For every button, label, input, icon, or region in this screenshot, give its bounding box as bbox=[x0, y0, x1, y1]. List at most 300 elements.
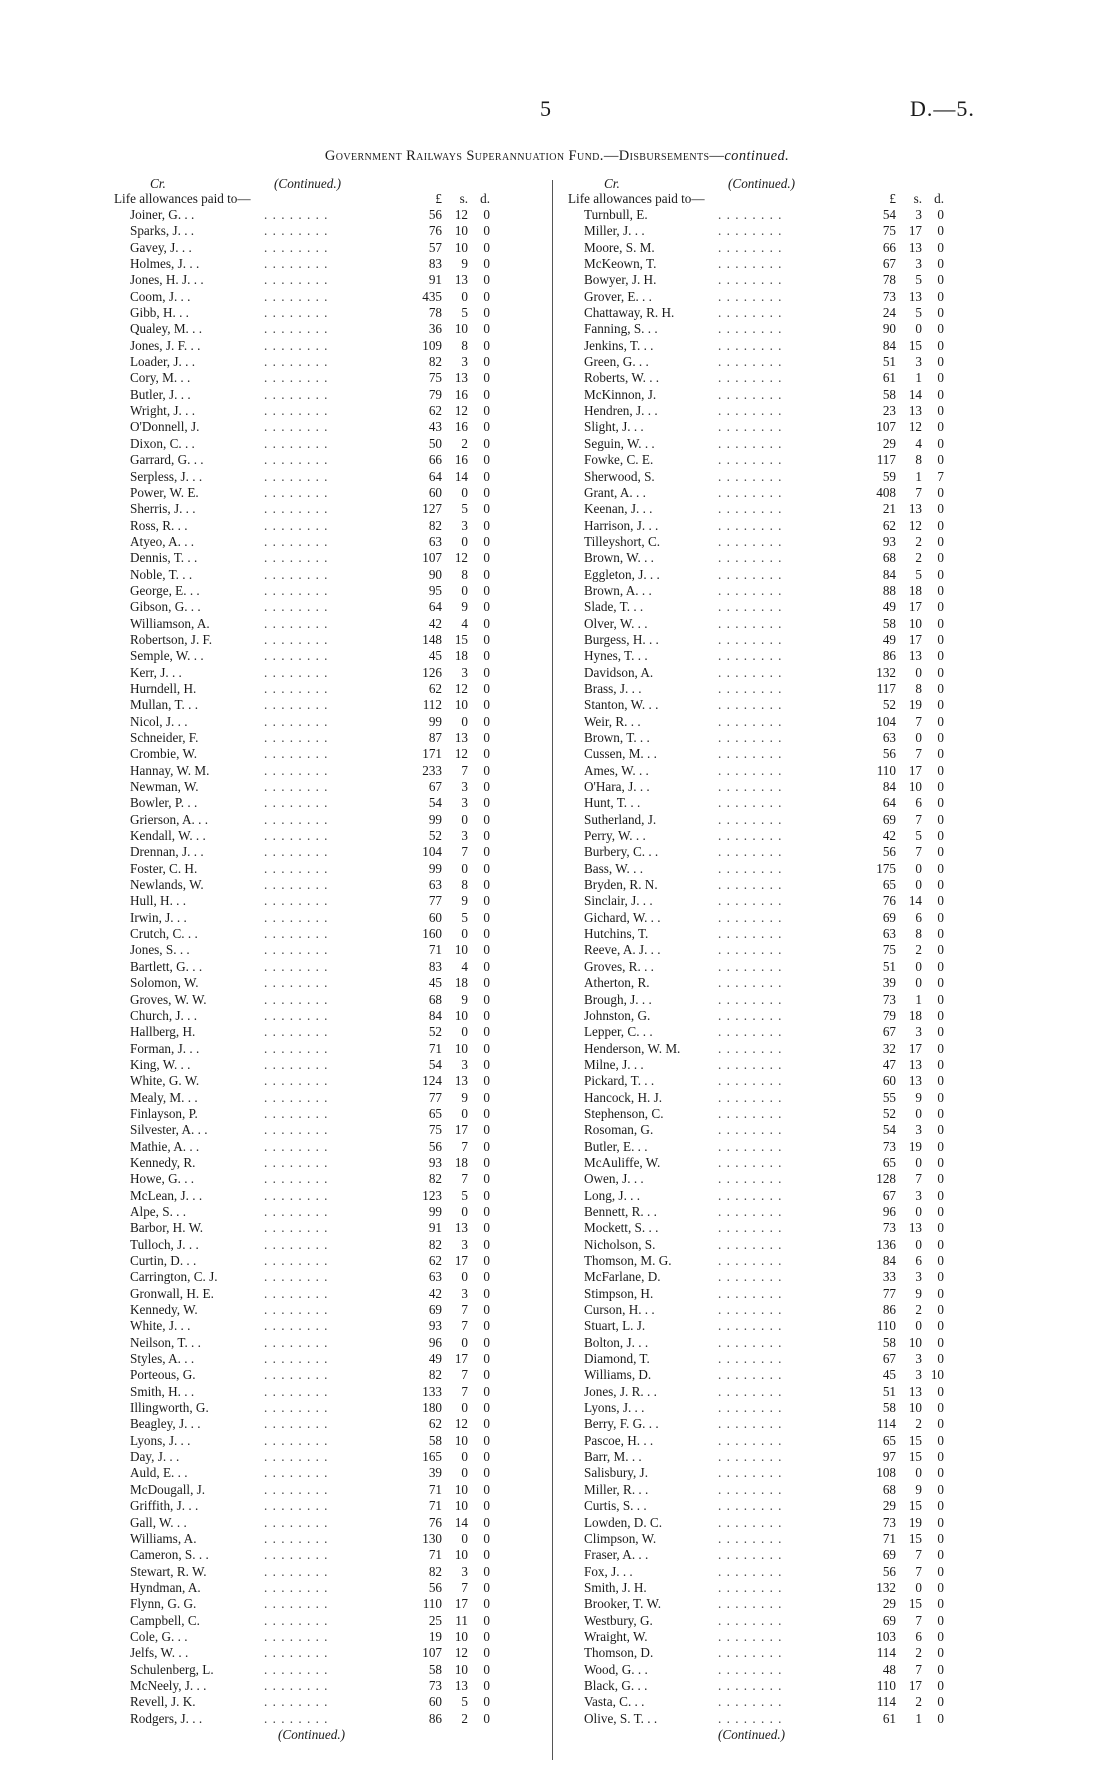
amount-pounds: 29 bbox=[882, 435, 896, 451]
table-row bbox=[114, 452, 554, 468]
table-row bbox=[114, 1547, 554, 1563]
leader-dots: . . . . . . . . bbox=[718, 1203, 783, 1219]
heading-main: Government Railways Superannuation Fund.—Disbursements— bbox=[324, 148, 725, 164]
table-row bbox=[114, 1302, 554, 1318]
amount-shillings: 2 bbox=[915, 1302, 922, 1318]
leader-dots: . . . . . . . . bbox=[718, 746, 783, 762]
amount-shillings: 7 bbox=[915, 1171, 922, 1187]
leader-dots: . . . . . . . . bbox=[264, 1318, 329, 1334]
payee-name: Semple, W. . . bbox=[130, 648, 204, 664]
leader-dots: . . . . . . . . bbox=[718, 664, 783, 680]
amount-pence: 0 bbox=[483, 1498, 490, 1514]
amount-pence: 0 bbox=[937, 1269, 944, 1285]
payee-name: Revell, J. K. bbox=[130, 1694, 196, 1710]
leader-dots: . . . . . . . . bbox=[718, 1302, 783, 1318]
leader-dots: . . . . . . . . bbox=[264, 762, 329, 778]
amount-pence: 0 bbox=[937, 958, 944, 974]
amount-pence: 0 bbox=[483, 1432, 490, 1448]
table-row bbox=[114, 828, 554, 844]
amount-pounds: 123 bbox=[422, 1187, 442, 1203]
table-row bbox=[568, 550, 1008, 566]
payee-name: Grierson, A. . . bbox=[130, 811, 209, 827]
payee-name: Auld, E. . . bbox=[130, 1465, 188, 1481]
amount-shillings: 10 bbox=[454, 223, 468, 239]
page-heading bbox=[0, 148, 1114, 165]
leader-dots: . . . . . . . . bbox=[718, 1187, 783, 1203]
payee-name: Wood, G. . . bbox=[584, 1661, 648, 1677]
leader-dots: . . . . . . . . bbox=[718, 795, 783, 811]
pence-header-right: d. bbox=[934, 191, 944, 206]
payee-name: Stewart, R. W. bbox=[130, 1563, 207, 1579]
leader-dots: . . . . . . . . bbox=[718, 779, 783, 795]
amount-pence: 0 bbox=[483, 305, 490, 321]
payee-name: Vasta, C. . . bbox=[584, 1694, 645, 1710]
continued-label-left: (Continued.) bbox=[274, 176, 342, 191]
table-row bbox=[114, 1057, 554, 1073]
table-row bbox=[114, 1645, 554, 1661]
amount-pence: 0 bbox=[483, 403, 490, 419]
amount-pence: 0 bbox=[937, 942, 944, 958]
amount-pounds: 99 bbox=[428, 811, 442, 827]
table-row bbox=[568, 1122, 1008, 1138]
payee-name: Pickard, T. . . bbox=[584, 1073, 655, 1089]
footer-right bbox=[568, 1727, 1008, 1743]
table-row bbox=[114, 1090, 554, 1106]
amount-shillings: 2 bbox=[915, 533, 922, 549]
amount-pounds: 25 bbox=[428, 1612, 442, 1628]
amount-shillings: 7 bbox=[915, 1661, 922, 1677]
leader-dots: . . . . . . . . bbox=[264, 697, 329, 713]
leader-dots: . . . . . . . . bbox=[718, 1318, 783, 1334]
amount-pence: 0 bbox=[937, 1710, 944, 1726]
amount-shillings: 13 bbox=[908, 648, 922, 664]
amount-shillings: 13 bbox=[454, 1220, 468, 1236]
amount-shillings: 17 bbox=[908, 1040, 922, 1056]
amount-shillings: 3 bbox=[461, 664, 468, 680]
table-row bbox=[114, 223, 554, 239]
amount-shillings: 18 bbox=[454, 975, 468, 991]
table-row bbox=[568, 452, 1008, 468]
leader-dots: . . . . . . . . bbox=[264, 1694, 329, 1710]
amount-shillings: 13 bbox=[454, 730, 468, 745]
amount-pence: 0 bbox=[483, 1694, 490, 1710]
table-row bbox=[114, 1237, 554, 1253]
leader-dots: . . . . . . . . bbox=[718, 1220, 783, 1236]
amount-shillings: 0 bbox=[915, 877, 922, 893]
leader-dots: . . . . . . . . bbox=[718, 1563, 783, 1579]
table-row bbox=[114, 1171, 554, 1187]
table-row bbox=[114, 1596, 554, 1612]
amount-pounds: 108 bbox=[876, 1465, 896, 1481]
amount-pounds: 435 bbox=[422, 288, 442, 304]
leader-dots: . . . . . . . . bbox=[264, 746, 329, 762]
amount-shillings: 0 bbox=[915, 860, 922, 876]
table-row bbox=[568, 812, 1008, 828]
amount-shillings: 2 bbox=[915, 1694, 922, 1710]
amount-pounds: 180 bbox=[422, 1400, 442, 1416]
payee-name: Williams, A. bbox=[130, 1530, 197, 1546]
pounds-header-left: £ bbox=[435, 191, 442, 206]
amount-pounds: 56 bbox=[882, 1563, 896, 1579]
amount-pence: 0 bbox=[937, 582, 944, 598]
shillings-header-right: s. bbox=[913, 191, 922, 206]
payee-name: Foster, C. H. bbox=[130, 860, 198, 876]
amount-pence: 0 bbox=[483, 631, 490, 647]
payee-name: Jones, S. . . bbox=[130, 942, 190, 958]
table-row bbox=[114, 240, 554, 256]
amount-pounds: 61 bbox=[882, 1710, 896, 1726]
table-row bbox=[568, 861, 1008, 877]
amount-shillings: 9 bbox=[461, 599, 468, 615]
amount-pence: 0 bbox=[937, 1236, 944, 1252]
leader-dots: . . . . . . . . bbox=[264, 582, 329, 598]
amount-pence: 0 bbox=[483, 877, 490, 893]
amount-shillings: 7 bbox=[915, 1563, 922, 1579]
payee-name: Dixon, C. . . bbox=[130, 435, 195, 451]
amount-shillings: 2 bbox=[461, 1710, 468, 1726]
amount-pence: 0 bbox=[483, 1007, 490, 1023]
shillings-header-left: s. bbox=[459, 191, 468, 206]
amount-shillings: 12 bbox=[908, 419, 922, 435]
table-row bbox=[114, 403, 554, 419]
amount-pounds: 69 bbox=[882, 811, 896, 827]
amount-pence: 0 bbox=[937, 1416, 944, 1432]
amount-pounds: 112 bbox=[422, 697, 442, 713]
amount-pence: 0 bbox=[483, 1628, 490, 1644]
payee-name: Drennan, J. . . bbox=[130, 844, 204, 860]
amount-shillings: 4 bbox=[915, 435, 922, 451]
leader-dots: . . . . . . . . bbox=[264, 305, 329, 321]
leader-dots: . . . . . . . . bbox=[264, 1367, 329, 1383]
amount-shillings: 3 bbox=[461, 1563, 468, 1579]
amount-pounds: 60 bbox=[428, 484, 442, 500]
leader-dots: . . . . . . . . bbox=[718, 893, 783, 909]
table-row bbox=[568, 223, 1008, 239]
amount-shillings: 17 bbox=[908, 762, 922, 778]
payee-name: Brass, J. . . bbox=[584, 680, 642, 696]
leader-dots: . . . . . . . . bbox=[718, 1154, 783, 1170]
amount-shillings: 5 bbox=[461, 1187, 468, 1203]
leader-dots: . . . . . . . . bbox=[718, 517, 783, 533]
amount-pounds: 110 bbox=[422, 1596, 442, 1612]
table-row bbox=[568, 616, 1008, 632]
payee-name: Brown, A. . . bbox=[584, 582, 652, 598]
payee-name: Long, J. . . bbox=[584, 1187, 641, 1203]
amount-pounds: 114 bbox=[876, 1694, 896, 1710]
table-row bbox=[568, 681, 1008, 697]
payee-name: Sherris, J. . . bbox=[130, 501, 196, 517]
leader-dots: . . . . . . . . bbox=[718, 354, 783, 370]
leader-dots: . . . . . . . . bbox=[718, 1645, 783, 1661]
leader-dots: . . . . . . . . bbox=[264, 419, 329, 435]
payee-name: Kendall, W. . . bbox=[130, 828, 206, 844]
table-row bbox=[114, 730, 554, 746]
amount-pence: 0 bbox=[937, 517, 944, 533]
table-row bbox=[568, 992, 1008, 1008]
leader-dots: . . . . . . . . bbox=[264, 1253, 329, 1268]
amount-pence: 0 bbox=[483, 828, 490, 844]
amount-pence: 0 bbox=[483, 664, 490, 680]
amount-pence: 0 bbox=[483, 566, 490, 582]
table-row bbox=[114, 1286, 554, 1302]
amount-pounds: 78 bbox=[882, 272, 896, 288]
header-line-right bbox=[568, 191, 1008, 207]
amount-pounds: 76 bbox=[882, 893, 896, 909]
payee-name: Atherton, R. bbox=[584, 975, 650, 991]
table-row bbox=[568, 1613, 1008, 1629]
amount-pounds: 23 bbox=[882, 403, 896, 419]
amount-pence: 0 bbox=[483, 599, 490, 615]
amount-pounds: 77 bbox=[428, 893, 442, 909]
amount-shillings: 10 bbox=[454, 1007, 468, 1023]
amount-pounds: 63 bbox=[428, 877, 442, 893]
leader-dots: . . . . . . . . bbox=[264, 1383, 329, 1399]
amount-shillings: 3 bbox=[461, 517, 468, 533]
amount-pounds: 148 bbox=[422, 631, 442, 647]
leader-dots: . . . . . . . . bbox=[718, 1383, 783, 1399]
leader-dots: . . . . . . . . bbox=[264, 1530, 329, 1546]
leader-dots: . . . . . . . . bbox=[264, 844, 329, 860]
amount-pounds: 130 bbox=[422, 1530, 442, 1546]
amount-pounds: 56 bbox=[428, 1138, 442, 1154]
amount-pence: 0 bbox=[483, 452, 490, 468]
leader-dots: . . . . . . . . bbox=[718, 1367, 783, 1383]
amount-shillings: 5 bbox=[915, 305, 922, 321]
amount-pence: 0 bbox=[937, 795, 944, 811]
table-row bbox=[114, 942, 554, 958]
amount-pence: 0 bbox=[937, 631, 944, 647]
table-row bbox=[568, 436, 1008, 452]
continued-label-right: (Continued.) bbox=[728, 176, 796, 191]
leader-dots: . . . . . . . . bbox=[718, 958, 783, 974]
table-row bbox=[568, 1711, 1008, 1727]
payee-name: Holmes, J. . . bbox=[130, 256, 200, 272]
amount-pence: 0 bbox=[483, 762, 490, 778]
amount-pounds: 96 bbox=[428, 1334, 442, 1350]
amount-pence: 0 bbox=[937, 1645, 944, 1661]
payee-name: Campbell, C. bbox=[130, 1612, 200, 1628]
amount-pounds: 67 bbox=[428, 779, 442, 795]
payee-name: Wraight, W. bbox=[584, 1628, 648, 1644]
amount-pence: 0 bbox=[937, 321, 944, 337]
payee-name: Flynn, G. G. bbox=[130, 1596, 197, 1612]
amount-shillings: 9 bbox=[461, 893, 468, 909]
right-column bbox=[568, 176, 1008, 1743]
amount-pounds: 62 bbox=[428, 680, 442, 696]
amount-pounds: 69 bbox=[428, 1302, 442, 1318]
table-row bbox=[114, 436, 554, 452]
table-row bbox=[114, 975, 554, 991]
amount-pence: 0 bbox=[483, 648, 490, 664]
payee-name: Irwin, J. . . bbox=[130, 909, 187, 925]
amount-shillings: 5 bbox=[461, 305, 468, 321]
leader-dots: . . . . . . . . bbox=[264, 1547, 329, 1563]
table-row bbox=[114, 469, 554, 485]
amount-pounds: 88 bbox=[882, 582, 896, 598]
amount-pounds: 49 bbox=[882, 599, 896, 615]
leader-dots: . . . . . . . . bbox=[264, 1514, 329, 1530]
table-row bbox=[568, 469, 1008, 485]
amount-pounds: 60 bbox=[882, 1073, 896, 1089]
table-row bbox=[114, 959, 554, 975]
amount-pence: 0 bbox=[937, 403, 944, 419]
leader-dots: . . . . . . . . bbox=[718, 680, 783, 696]
amount-pounds: 45 bbox=[428, 648, 442, 664]
amount-shillings: 10 bbox=[454, 1040, 468, 1056]
amount-pounds: 73 bbox=[428, 1677, 442, 1693]
amount-shillings: 6 bbox=[915, 1628, 922, 1644]
payee-name: Salisbury, J. bbox=[584, 1465, 648, 1481]
amount-pence: 0 bbox=[483, 893, 490, 909]
amount-pounds: 49 bbox=[882, 631, 896, 647]
amount-pence: 0 bbox=[483, 1073, 490, 1089]
amount-pence: 0 bbox=[483, 1367, 490, 1383]
payee-name: Bowyer, J. H. bbox=[584, 272, 657, 288]
payee-name: Coom, J. . . bbox=[130, 288, 191, 304]
amount-pounds: 104 bbox=[422, 844, 442, 860]
amount-pounds: 117 bbox=[876, 680, 896, 696]
amount-pounds: 42 bbox=[428, 1285, 442, 1301]
amount-pence: 0 bbox=[937, 1579, 944, 1595]
amount-pence: 0 bbox=[937, 1596, 944, 1612]
footer-continued-right: (Continued.) bbox=[718, 1726, 786, 1742]
payee-name: Jelfs, W. . . bbox=[130, 1645, 189, 1661]
amount-shillings: 5 bbox=[461, 1694, 468, 1710]
amount-pence: 0 bbox=[937, 991, 944, 1007]
amount-shillings: 6 bbox=[915, 909, 922, 925]
amount-pence: 0 bbox=[937, 664, 944, 680]
amount-pence: 0 bbox=[483, 1677, 490, 1693]
table-row bbox=[568, 534, 1008, 550]
footer-left bbox=[114, 1727, 554, 1743]
amount-pounds: 68 bbox=[882, 1481, 896, 1497]
amount-pence: 0 bbox=[483, 1302, 490, 1318]
amount-pounds: 109 bbox=[422, 337, 442, 353]
payee-name: Butler, J. . . bbox=[130, 386, 191, 402]
leader-dots: . . . . . . . . bbox=[718, 1416, 783, 1432]
payee-name: Thomson, M. G. bbox=[584, 1253, 672, 1268]
table-row bbox=[114, 1515, 554, 1531]
leader-dots: . . . . . . . . bbox=[264, 1203, 329, 1219]
table-row bbox=[114, 844, 554, 860]
leader-dots: . . . . . . . . bbox=[718, 615, 783, 631]
amount-pence: 0 bbox=[937, 239, 944, 255]
amount-pence: 0 bbox=[937, 730, 944, 745]
amount-pence: 0 bbox=[937, 1220, 944, 1236]
leader-dots: . . . . . . . . bbox=[718, 1122, 783, 1138]
payee-name: Fox, J. . . bbox=[584, 1563, 633, 1579]
payee-name: Sherwood, S. bbox=[584, 468, 655, 484]
payee-name: Cussen, M. . . bbox=[584, 746, 657, 762]
amount-shillings: 3 bbox=[461, 1236, 468, 1252]
table-row bbox=[114, 321, 554, 337]
amount-shillings: 3 bbox=[461, 1056, 468, 1072]
amount-shillings: 15 bbox=[908, 1432, 922, 1448]
amount-shillings: 17 bbox=[454, 1351, 468, 1367]
payee-name: Noble, T. . . bbox=[130, 566, 193, 582]
table-row bbox=[114, 763, 554, 779]
leader-dots: . . . . . . . . bbox=[718, 582, 783, 598]
payee-name: Hendren, J. . . bbox=[584, 403, 658, 419]
amount-pounds: 58 bbox=[882, 615, 896, 631]
leader-dots: . . . . . . . . bbox=[718, 648, 783, 664]
table-row bbox=[568, 1090, 1008, 1106]
payee-name: Butler, E. . . bbox=[584, 1138, 648, 1154]
amount-shillings: 3 bbox=[915, 1122, 922, 1138]
amount-shillings: 0 bbox=[461, 1530, 468, 1546]
table-row bbox=[568, 910, 1008, 926]
amount-pounds: 66 bbox=[882, 239, 896, 255]
amount-shillings: 3 bbox=[461, 795, 468, 811]
table-row bbox=[114, 1629, 554, 1645]
payee-name: Illingworth, G. bbox=[130, 1400, 209, 1416]
leader-dots: . . . . . . . . bbox=[264, 730, 329, 745]
payee-name: Jones, H. J. . . bbox=[130, 272, 204, 288]
table-row bbox=[568, 665, 1008, 681]
amount-pounds: 87 bbox=[428, 730, 442, 745]
amount-pence: 0 bbox=[483, 1612, 490, 1628]
table-row bbox=[568, 975, 1008, 991]
amount-pence: 0 bbox=[937, 386, 944, 402]
payee-name: Atyeo, A. . . bbox=[130, 533, 195, 549]
amount-shillings: 7 bbox=[461, 1318, 468, 1334]
amount-shillings: 15 bbox=[908, 1449, 922, 1465]
amount-shillings: 10 bbox=[454, 1628, 468, 1644]
payee-name: Mockett, S. . . bbox=[584, 1220, 659, 1236]
amount-shillings: 19 bbox=[908, 1138, 922, 1154]
payee-name: Stanton, W. . . bbox=[584, 697, 659, 713]
amount-pounds: 132 bbox=[876, 1579, 896, 1595]
amount-shillings: 18 bbox=[454, 1154, 468, 1170]
amount-pounds: 233 bbox=[422, 762, 442, 778]
table-row bbox=[568, 763, 1008, 779]
table-row bbox=[568, 1253, 1008, 1269]
amount-pence: 0 bbox=[937, 256, 944, 272]
amount-pence: 0 bbox=[483, 1154, 490, 1170]
amount-pounds: 77 bbox=[428, 1089, 442, 1105]
amount-pounds: 114 bbox=[876, 1645, 896, 1661]
amount-shillings: 3 bbox=[461, 354, 468, 370]
payee-name: Brown, T. . . bbox=[584, 730, 650, 745]
amount-shillings: 13 bbox=[908, 239, 922, 255]
amount-shillings: 0 bbox=[915, 1105, 922, 1121]
leader-dots: . . . . . . . . bbox=[718, 811, 783, 827]
amount-shillings: 17 bbox=[908, 223, 922, 239]
amount-pounds: 56 bbox=[428, 1579, 442, 1595]
leader-dots: . . . . . . . . bbox=[264, 517, 329, 533]
payee-name: Tulloch, J. . . bbox=[130, 1236, 199, 1252]
amount-pence: 0 bbox=[483, 779, 490, 795]
leader-dots: . . . . . . . . bbox=[718, 370, 783, 386]
amount-pounds: 64 bbox=[428, 468, 442, 484]
payee-name: Wright, J. . . bbox=[130, 403, 196, 419]
pence-header-left: d. bbox=[480, 191, 490, 206]
payee-name: Slade, T. . . bbox=[584, 599, 644, 615]
leader-dots: . . . . . . . . bbox=[718, 1236, 783, 1252]
leader-dots: . . . . . . . . bbox=[264, 648, 329, 664]
amount-pounds: 76 bbox=[428, 223, 442, 239]
amount-pence: 0 bbox=[483, 1285, 490, 1301]
amount-pence: 0 bbox=[937, 1351, 944, 1367]
table-row bbox=[568, 714, 1008, 730]
amount-pounds: 73 bbox=[882, 288, 896, 304]
table-row bbox=[568, 1008, 1008, 1024]
table-row bbox=[114, 599, 554, 615]
payee-name: Hyndman, A. bbox=[130, 1579, 201, 1595]
table-row bbox=[114, 1694, 554, 1710]
table-row bbox=[114, 1384, 554, 1400]
amount-shillings: 10 bbox=[454, 697, 468, 713]
